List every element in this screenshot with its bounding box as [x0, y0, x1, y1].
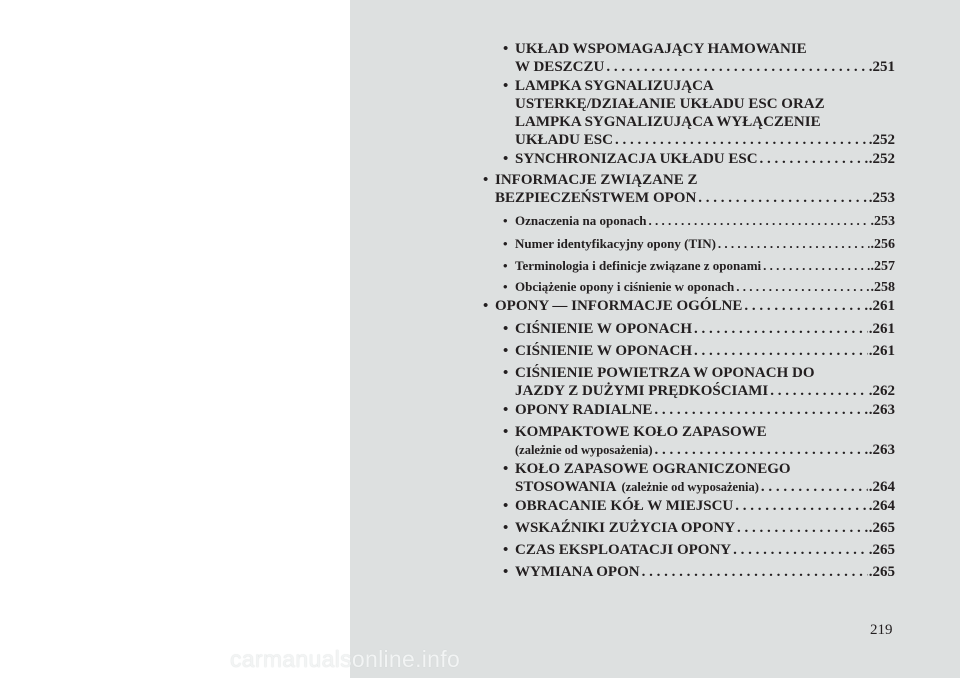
watermark: carmanualsonline.info [230, 646, 461, 672]
toc-entry-title-line: (zależnie od wyposażenia) [515, 443, 653, 457]
toc-entry-last-line [515, 131, 895, 149]
toc-entry[interactable] [503, 563, 895, 581]
manual-page [350, 0, 960, 678]
toc-page-ref: .253 [870, 214, 895, 229]
dot-leader [692, 342, 868, 360]
toc-entry-title-line: CIŚNIENIE W OPONACH [515, 321, 692, 337]
toc-entry-title-line: LAMPKA SYGNALIZUJĄCA [515, 78, 714, 94]
toc-entry-last-line [515, 478, 895, 496]
toc-entry-title-line: OPONY — INFORMACJE OGÓLNE [495, 298, 743, 314]
toc-page-ref: .264 [868, 479, 895, 495]
toc-entry-last-line [515, 497, 895, 515]
toc-entry[interactable] [503, 257, 895, 275]
toc-entry-last-line [515, 257, 895, 275]
dot-leader [731, 541, 868, 559]
toc-page-ref: .253 [868, 190, 895, 206]
bullet-icon: • [503, 78, 509, 94]
page-number: 219 [870, 622, 893, 638]
toc-entry-title-line: Terminologia i definicje związane z oponami [515, 258, 762, 273]
toc-entry[interactable] [503, 342, 895, 360]
toc-entry-last-line [515, 382, 895, 400]
bullet-icon: • [483, 298, 489, 314]
toc-entry-last-line [515, 519, 895, 537]
toc-entry-last-line [495, 297, 895, 315]
bullet-icon: • [503, 213, 508, 228]
toc-page-ref: .264 [868, 498, 895, 514]
toc-entry-last-line [515, 150, 895, 168]
bullet-icon: • [503, 520, 509, 536]
bullet-icon: • [503, 424, 509, 440]
dot-leader [646, 212, 869, 230]
bullet-icon: • [483, 172, 489, 188]
dot-leader [735, 519, 868, 537]
toc-page-ref: .265 [868, 564, 895, 580]
bullet-icon: • [503, 461, 509, 477]
toc-entry-title-line: WYMIANA OPON [515, 564, 640, 580]
toc-entry-title-line: STOSOWANIA [515, 479, 617, 495]
toc-entry-title-line: UKŁADU ESC [515, 132, 613, 148]
dot-leader [716, 235, 870, 253]
toc-entry-last-line [495, 189, 895, 207]
toc-entry-title-line: OPONY RADIALNE [515, 402, 653, 418]
toc-entry-title-line: W DESZCZU [515, 59, 605, 75]
dot-leader [768, 382, 868, 400]
toc-entry-suffix: (zależnie od wyposażenia) [621, 480, 759, 494]
bullet-icon: • [503, 365, 509, 381]
dot-leader [759, 478, 868, 496]
toc-page-ref: .263 [868, 442, 895, 458]
toc-entry-title-line: UKŁAD WSPOMAGAJĄCY HAMOWANIE [515, 41, 807, 57]
bullet-icon: • [503, 279, 508, 294]
toc-entry[interactable] [503, 278, 895, 296]
toc-entry-title-line: USTERKĘ/DZIAŁANIE UKŁADU ESC ORAZ [515, 96, 825, 112]
dot-leader [696, 189, 867, 207]
bullet-icon: • [503, 498, 509, 514]
toc-entry-title-line: Obciążenie opony i ciśnienie w oponach [515, 279, 735, 294]
toc-entry-title-line: JAZDY Z DUŻYMI PRĘDKOŚCIAMI [515, 383, 769, 399]
toc-entry[interactable] [503, 541, 895, 559]
toc-entry-title-line: KOŁO ZAPASOWE OGRANICZONEGO [515, 461, 791, 477]
bullet-icon: • [503, 564, 509, 580]
toc-page-ref: .251 [868, 59, 895, 75]
toc-entry-last-line [515, 342, 895, 360]
dot-leader [692, 320, 868, 338]
toc-entry[interactable] [483, 297, 895, 315]
toc-entry[interactable] [503, 40, 895, 76]
dot-leader [758, 150, 868, 168]
toc-entry[interactable] [503, 497, 895, 515]
toc-page-ref: .265 [868, 520, 895, 536]
toc-entry-last-line [515, 58, 895, 76]
toc-entry-last-line [515, 401, 895, 419]
toc-page-ref: .258 [870, 280, 895, 295]
toc-page-ref: .261 [868, 298, 895, 314]
dot-leader [733, 497, 868, 515]
dot-leader [742, 297, 867, 315]
toc-page-ref: .265 [868, 542, 895, 558]
dot-leader [761, 257, 869, 275]
bullet-icon: • [503, 258, 508, 273]
bullet-icon: • [503, 321, 509, 337]
toc-entry-last-line [515, 320, 895, 338]
bullet-icon: • [503, 41, 509, 57]
bullet-icon: • [503, 236, 508, 251]
toc-entry-title-line: CZAS EKSPLOATACJI OPONY [515, 542, 732, 558]
toc-entry[interactable] [503, 77, 895, 149]
toc-entry-last-line [515, 563, 895, 581]
toc-entry[interactable] [503, 423, 895, 459]
dot-leader [604, 58, 867, 76]
toc-entry[interactable] [503, 364, 895, 400]
toc-entry-title-line: Oznaczenia na oponach [515, 213, 647, 228]
toc-entry[interactable] [503, 235, 895, 253]
toc-page-ref: .252 [868, 151, 895, 167]
toc-entry-title-line: WSKAŹNIKI ZUŻYCIA OPONY [515, 520, 736, 536]
toc-entry[interactable] [503, 401, 895, 419]
toc-entry-title-line: KOMPAKTOWE KOŁO ZAPASOWE [515, 424, 767, 440]
toc-entry-last-line [515, 212, 895, 230]
toc-entry-title-line: Numer identyfikacyjny opony (TIN) [515, 236, 716, 251]
toc-entry-title-line: BEZPIECZEŃSTWEM OPON [495, 190, 697, 206]
toc-entry-last-line [515, 541, 895, 559]
dot-leader [734, 278, 869, 296]
toc-entry-title-line: CIŚNIENIE POWIETRZA W OPONACH DO [515, 365, 815, 381]
toc-page-ref: .252 [868, 132, 895, 148]
toc-entry-title-line: CIŚNIENIE W OPONACH [515, 343, 692, 359]
table-of-contents [350, 0, 960, 600]
dot-leader [652, 401, 867, 419]
toc-page-ref: .257 [870, 259, 895, 274]
toc-page-ref: .261 [868, 321, 895, 337]
toc-entry[interactable] [503, 212, 895, 230]
toc-page-ref: .262 [868, 383, 895, 399]
toc-entry-last-line [515, 441, 895, 459]
toc-entry[interactable] [503, 320, 895, 338]
toc-entry-title-line: SYNCHRONIZACJA UKŁADU ESC [515, 151, 758, 167]
dot-leader [652, 441, 867, 459]
dot-leader [640, 563, 868, 581]
toc-entry-last-line [515, 235, 895, 253]
bullet-icon: • [503, 151, 509, 167]
left-margin [0, 0, 350, 678]
toc-page-ref: .261 [868, 343, 895, 359]
bullet-icon: • [503, 343, 509, 359]
toc-entry[interactable] [503, 460, 895, 496]
toc-entry-title-line: LAMPKA SYGNALIZUJĄCA WYŁĄCZENIE [515, 114, 821, 130]
toc-entry[interactable] [503, 150, 895, 168]
bullet-icon: • [503, 542, 509, 558]
toc-entry-last-line [515, 278, 895, 296]
toc-entry-title-line: INFORMACJE ZWIĄZANE Z [495, 172, 698, 188]
toc-page-ref: .256 [870, 237, 895, 252]
toc-entry[interactable] [483, 171, 895, 207]
toc-entry-title-line: OBRACANIE KÓŁ W MIEJSCU [515, 498, 734, 514]
bullet-icon: • [503, 402, 509, 418]
dot-leader [613, 131, 868, 149]
toc-entry[interactable] [503, 519, 895, 537]
toc-page-ref: .263 [868, 402, 895, 418]
